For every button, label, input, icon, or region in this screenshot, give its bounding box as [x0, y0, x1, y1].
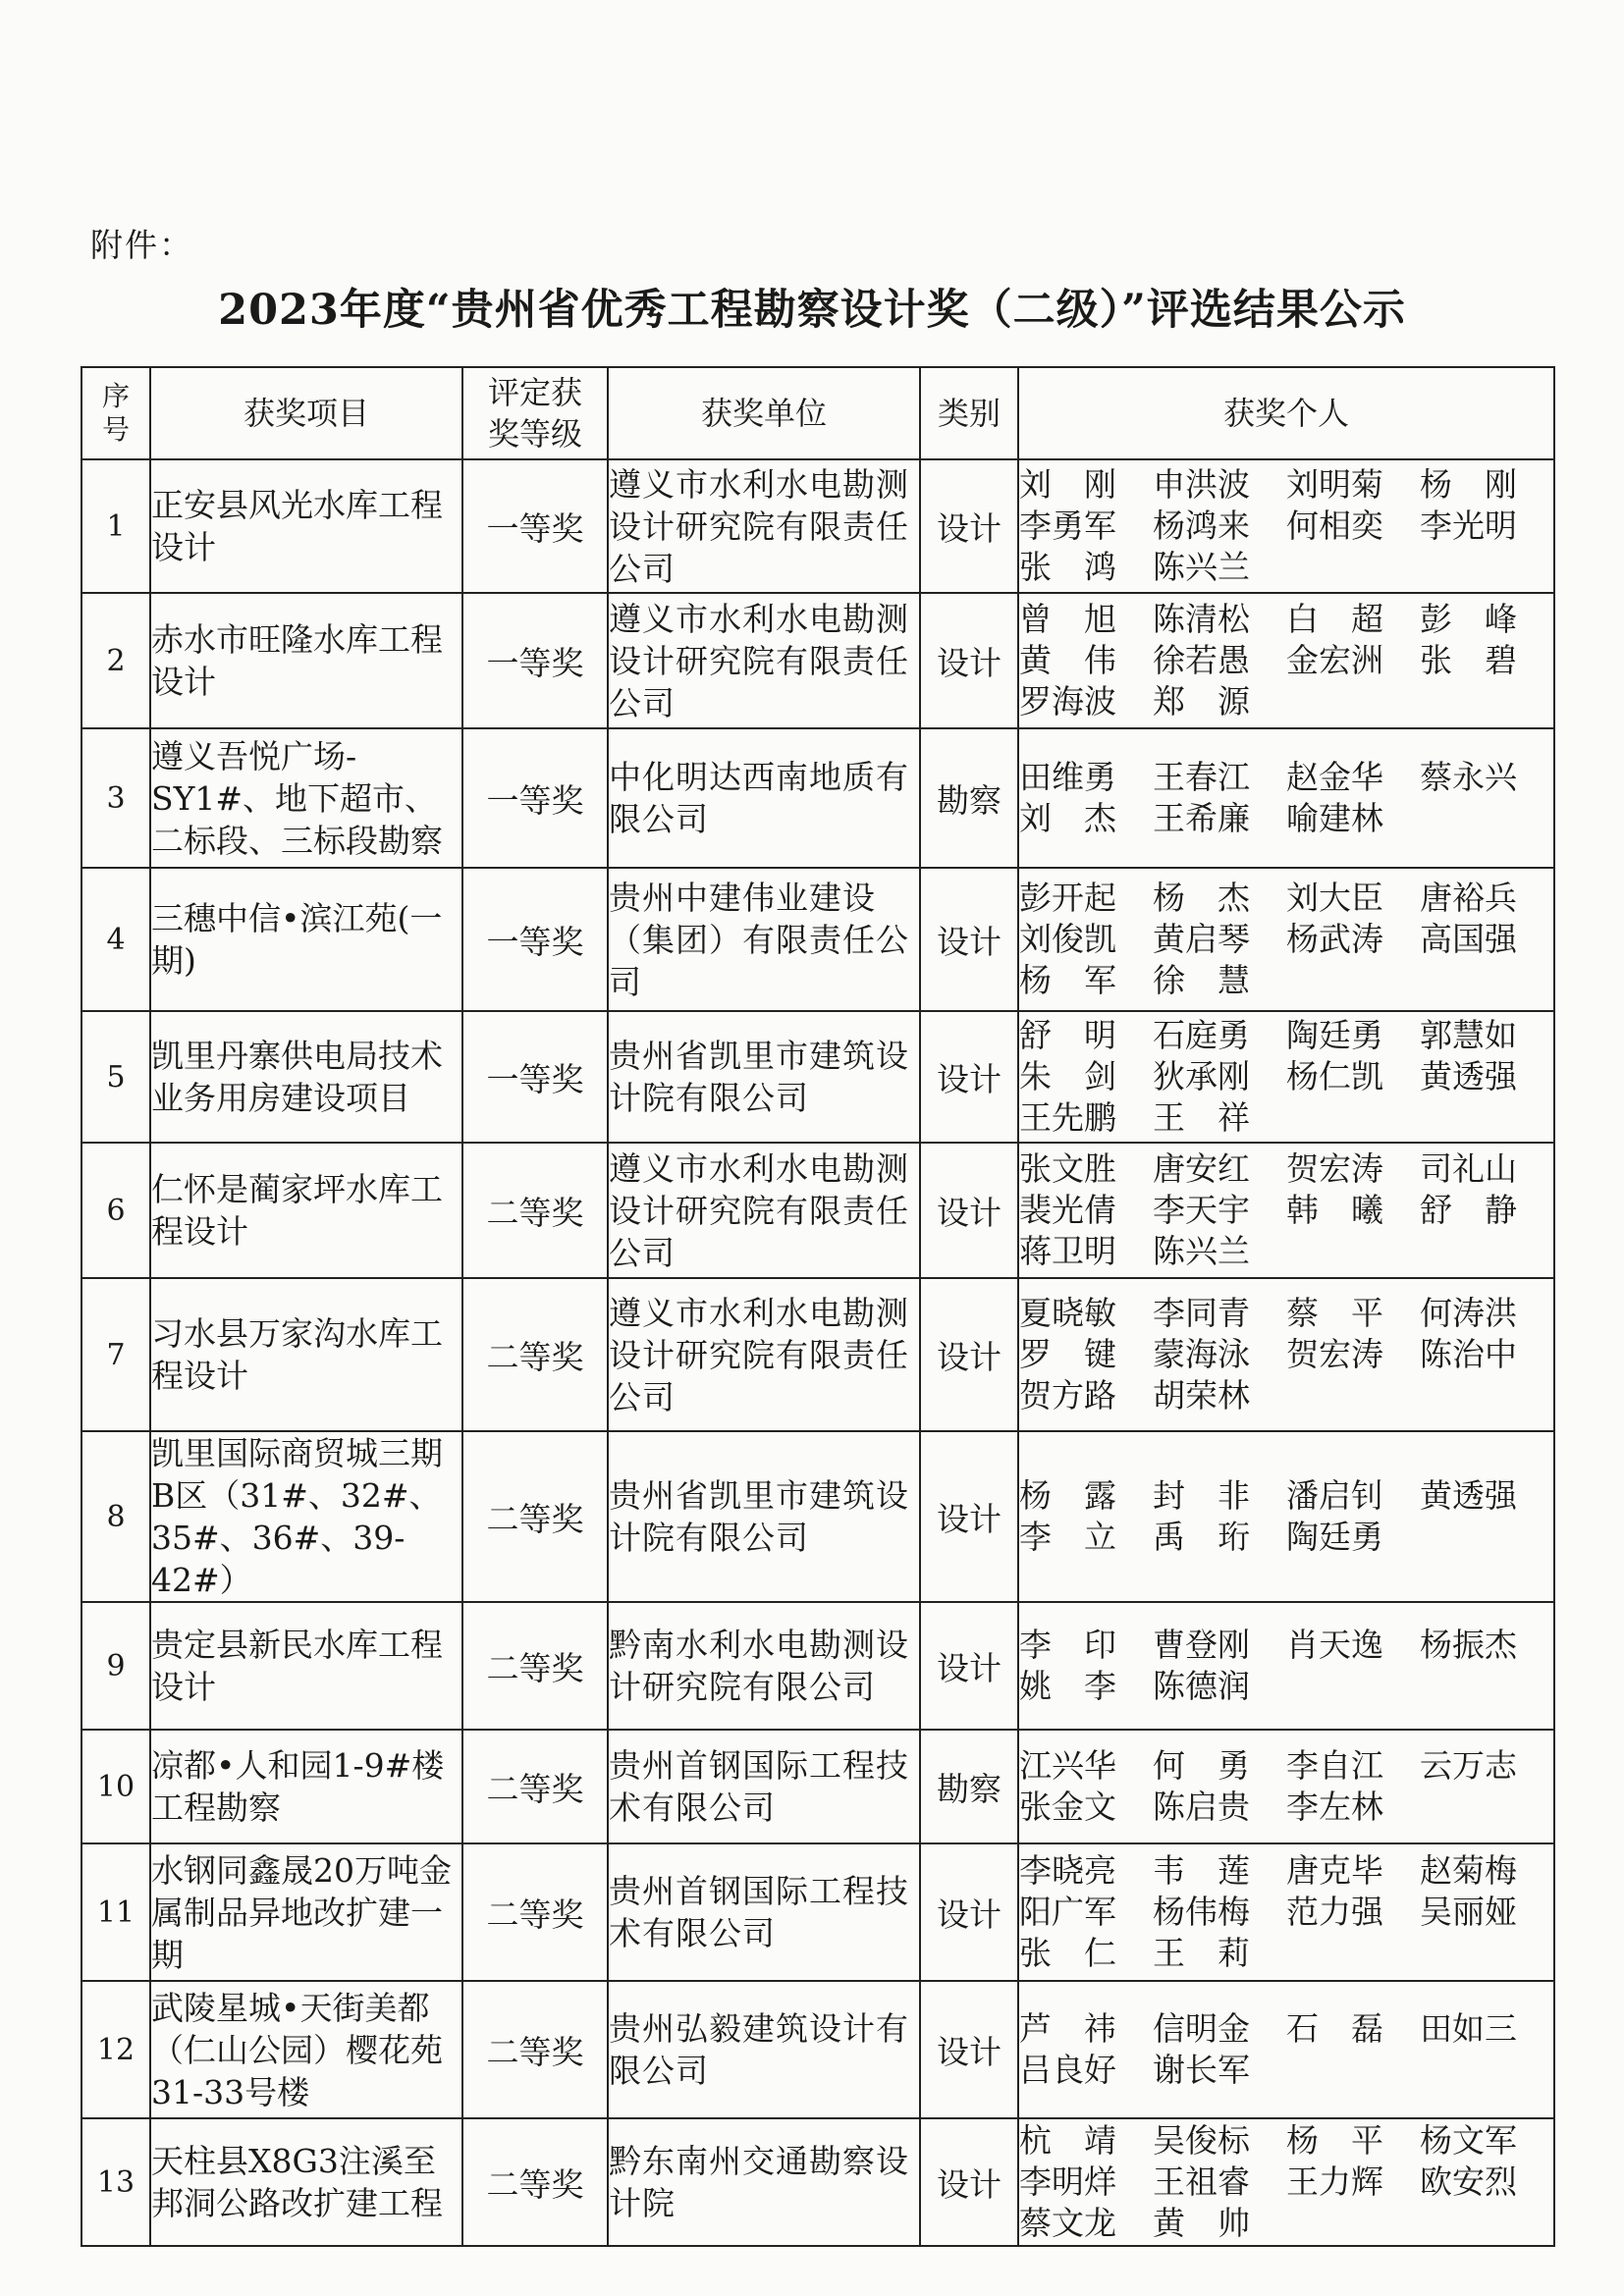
- row-index: 11: [81, 1843, 150, 1981]
- person-name: 芦 祎: [1019, 2009, 1116, 2048]
- person-name: 赵金华: [1286, 758, 1383, 796]
- person-name: 王希廉: [1153, 799, 1250, 837]
- person-name: 舒 明: [1019, 1016, 1116, 1054]
- person-name: 蔡永兴: [1420, 758, 1517, 796]
- person-name: 杨 军: [1019, 961, 1116, 999]
- person-name: 高国强: [1420, 920, 1517, 958]
- person-name: 金宏洲: [1286, 641, 1383, 679]
- person-name: 唐克毕: [1286, 1851, 1383, 1890]
- person-name: 欧安烈: [1420, 2163, 1517, 2201]
- person-name: 谢长军: [1153, 2051, 1250, 2089]
- award-people: [1018, 593, 1554, 728]
- person-name: 石庭勇: [1153, 1016, 1250, 1054]
- people-grid: [1019, 464, 1553, 588]
- col-header-people: 获奖个人: [1018, 367, 1554, 459]
- person-name: 王春江: [1153, 758, 1250, 796]
- col-header-project: 获奖项目: [150, 367, 462, 459]
- person-name: 李晓亮: [1019, 1851, 1116, 1890]
- award-category: 设计: [920, 1143, 1018, 1278]
- people-grid: [1019, 757, 1553, 839]
- person-name: 徐 慧: [1153, 961, 1250, 999]
- award-project: 习水县万家沟水库工程设计: [150, 1278, 462, 1431]
- award-unit: 贵州省凯里市建筑设计院有限公司: [608, 1431, 920, 1602]
- person-name: 郑 源: [1153, 682, 1250, 721]
- person-name: 唐安红: [1153, 1149, 1250, 1188]
- person-name: 王先鹏: [1019, 1098, 1116, 1137]
- person-name: 杨武涛: [1286, 920, 1383, 958]
- person-name: 刘大臣: [1286, 879, 1383, 917]
- table-row: [81, 1730, 1554, 1843]
- person-name: 罗海波: [1019, 682, 1116, 721]
- person-name: 王祖睿: [1153, 2163, 1250, 2201]
- person-name: 黄透强: [1420, 1057, 1517, 1095]
- person-name: 贺方路: [1019, 1376, 1116, 1415]
- person-name: 徐若愚: [1153, 641, 1250, 679]
- annex-label: 附件：: [90, 226, 193, 264]
- person-name: 杨伟梅: [1153, 1893, 1250, 1931]
- col-header-level: 评定获奖等级: [462, 367, 608, 459]
- person-name: 陈兴兰: [1153, 1232, 1250, 1270]
- person-name: 阳广军: [1019, 1893, 1116, 1931]
- person-name: 李 印: [1019, 1626, 1116, 1664]
- person-name: 陈德润: [1153, 1667, 1250, 1705]
- award-unit: 贵州首钢国际工程技术有限公司: [608, 1843, 920, 1981]
- award-category: 设计: [920, 459, 1018, 593]
- row-index: 2: [81, 593, 150, 728]
- award-level: 二等奖: [462, 1143, 608, 1278]
- person-name: 范力强: [1286, 1893, 1383, 1931]
- person-name: 刘俊凯: [1019, 920, 1116, 958]
- award-project: 武陵星城•天街美都（仁山公园）樱花苑31-33号楼: [150, 1981, 462, 2118]
- person-name: 吕良好: [1019, 2051, 1116, 2089]
- person-name: 彭开起: [1019, 879, 1116, 917]
- award-level: 一等奖: [462, 593, 608, 728]
- table-row: [81, 1981, 1554, 2118]
- person-name: 张 鸿: [1019, 548, 1116, 586]
- person-name: 彭 峰: [1420, 600, 1517, 638]
- row-index: 5: [81, 1011, 150, 1143]
- award-level: 二等奖: [462, 1981, 608, 2118]
- award-people: [1018, 1730, 1554, 1843]
- person-name: 李自江: [1286, 1746, 1383, 1785]
- people-grid: [1019, 1475, 1553, 1558]
- people-grid: [1019, 2120, 1553, 2244]
- award-level: 一等奖: [462, 728, 608, 868]
- person-name: 陈兴兰: [1153, 548, 1250, 586]
- award-level: 二等奖: [462, 2118, 608, 2246]
- award-unit: 遵义市水利水电勘测设计研究院有限责任公司: [608, 1278, 920, 1431]
- person-name: 陶廷勇: [1286, 1518, 1383, 1556]
- person-name: 王力辉: [1286, 2163, 1383, 2201]
- people-grid: [1019, 1148, 1553, 1272]
- award-unit: 贵州中建伟业建设（集团）有限责任公司: [608, 868, 920, 1011]
- person-name: 李明烊: [1019, 2163, 1116, 2201]
- person-name: 肖天逸: [1286, 1626, 1383, 1664]
- award-project: 凯里丹寨供电局技术业务用房建设项目: [150, 1011, 462, 1143]
- table-row: [81, 1011, 1554, 1143]
- people-grid: [1019, 2008, 1553, 2091]
- person-name: 陈启贵: [1153, 1788, 1250, 1826]
- award-people: [1018, 1843, 1554, 1981]
- table-row: [81, 1431, 1554, 1602]
- person-name: 江兴华: [1019, 1746, 1116, 1785]
- table-row: [81, 868, 1554, 1011]
- award-project: 天柱县X8G3注溪至邦洞公路改扩建工程: [150, 2118, 462, 2246]
- person-name: 张 仁: [1019, 1934, 1116, 1972]
- person-name: 黄启琴: [1153, 920, 1250, 958]
- person-name: 刘 刚: [1019, 465, 1116, 504]
- person-name: 张文胜: [1019, 1149, 1116, 1188]
- award-level: 一等奖: [462, 459, 608, 593]
- table-row: [81, 1143, 1554, 1278]
- award-unit: 中化明达西南地质有限公司: [608, 728, 920, 868]
- award-project: 遵义吾悦广场-SY1#、地下超市、二标段、三标段勘察: [150, 728, 462, 868]
- row-index: 13: [81, 2118, 150, 2246]
- people-grid: [1019, 599, 1553, 722]
- person-name: 李同青: [1153, 1294, 1250, 1332]
- person-name: 杨 平: [1286, 2121, 1383, 2160]
- person-name: 何相奕: [1286, 507, 1383, 545]
- person-name: 胡荣林: [1153, 1376, 1250, 1415]
- person-name: 李 立: [1019, 1518, 1116, 1556]
- award-people: [1018, 1011, 1554, 1143]
- page-title: 2023年度“贵州省优秀工程勘察设计奖（二级）”评选结果公示: [218, 286, 1406, 335]
- award-level: 二等奖: [462, 1843, 608, 1981]
- person-name: 刘 杰: [1019, 799, 1116, 837]
- person-name: 信明金: [1153, 2009, 1250, 2048]
- award-unit: 遵义市水利水电勘测设计研究院有限责任公司: [608, 1143, 920, 1278]
- award-people: [1018, 1981, 1554, 2118]
- person-name: 田维勇: [1019, 758, 1116, 796]
- table-row: [81, 459, 1554, 593]
- person-name: 夏晓敏: [1019, 1294, 1116, 1332]
- row-index: 8: [81, 1431, 150, 1602]
- person-name: 舒 静: [1420, 1191, 1517, 1229]
- award-level: 二等奖: [462, 1431, 608, 1602]
- col-header-category: 类别: [920, 367, 1018, 459]
- person-name: 司礼山: [1420, 1149, 1517, 1188]
- person-name: 杭 靖: [1019, 2121, 1116, 2160]
- person-name: 黄透强: [1420, 1476, 1517, 1515]
- person-name: 吴俊标: [1153, 2121, 1250, 2160]
- person-name: 郭慧如: [1420, 1016, 1517, 1054]
- award-category: 设计: [920, 1843, 1018, 1981]
- person-name: 杨仁凯: [1286, 1057, 1383, 1095]
- person-name: 陈清松: [1153, 600, 1250, 638]
- award-category: 设计: [920, 1278, 1018, 1431]
- award-category: 设计: [920, 1981, 1018, 2118]
- person-name: 陈治中: [1420, 1335, 1517, 1373]
- person-name: 封 非: [1153, 1476, 1250, 1515]
- award-project: 三穗中信•滨江苑(一期): [150, 868, 462, 1011]
- person-name: 狄承刚: [1153, 1057, 1250, 1095]
- person-name: 姚 李: [1019, 1667, 1116, 1705]
- person-name: 杨 杰: [1153, 879, 1250, 917]
- person-name: 吴丽娅: [1420, 1893, 1517, 1931]
- award-project: 水钢同鑫晟20万吨金属制品异地改扩建一期: [150, 1843, 462, 1981]
- row-index: 12: [81, 1981, 150, 2118]
- row-index: 10: [81, 1730, 150, 1843]
- table-body: [81, 459, 1554, 2246]
- award-category: 设计: [920, 1011, 1018, 1143]
- award-unit: 贵州弘毅建筑设计有限公司: [608, 1981, 920, 2118]
- person-name: 何涛洪: [1420, 1294, 1517, 1332]
- person-name: 杨振杰: [1420, 1626, 1517, 1664]
- person-name: 杨文军: [1420, 2121, 1517, 2160]
- table-row: [81, 728, 1554, 868]
- award-category: 设计: [920, 1431, 1018, 1602]
- people-grid: [1019, 1625, 1553, 1707]
- award-level: 二等奖: [462, 1278, 608, 1431]
- person-name: 王 莉: [1153, 1934, 1250, 1972]
- col-header-unit: 获奖单位: [608, 367, 920, 459]
- award-people: [1018, 1431, 1554, 1602]
- row-index: 4: [81, 868, 150, 1011]
- award-level: 二等奖: [462, 1730, 608, 1843]
- person-name: 李天宇: [1153, 1191, 1250, 1229]
- award-project: 凯里国际商贸城三期B区（31#、32#、35#、36#、39-42#）: [150, 1431, 462, 1602]
- person-name: 蒋卫明: [1019, 1232, 1116, 1270]
- person-name: 陶廷勇: [1286, 1016, 1383, 1054]
- table-row: [81, 1843, 1554, 1981]
- person-name: 罗 键: [1019, 1335, 1116, 1373]
- award-project: 仁怀是蔺家坪水库工程设计: [150, 1143, 462, 1278]
- award-people: [1018, 1278, 1554, 1431]
- person-name: 蔡文龙: [1019, 2204, 1116, 2242]
- person-name: 田如三: [1420, 2009, 1517, 2048]
- person-name: 云万志: [1420, 1746, 1517, 1785]
- award-category: 设计: [920, 593, 1018, 728]
- col-header-index: 序号: [81, 367, 150, 459]
- table-row: [81, 2118, 1554, 2246]
- person-name: 贺宏涛: [1286, 1335, 1383, 1373]
- person-name: 张 碧: [1420, 641, 1517, 679]
- person-name: 蒙海泳: [1153, 1335, 1250, 1373]
- award-people: [1018, 868, 1554, 1011]
- row-index: 1: [81, 459, 150, 593]
- person-name: 杨鸿来: [1153, 507, 1250, 545]
- award-category: 设计: [920, 1602, 1018, 1730]
- person-name: 杨 刚: [1420, 465, 1517, 504]
- person-name: 李勇军: [1019, 507, 1116, 545]
- people-grid: [1019, 878, 1553, 1001]
- award-level: 二等奖: [462, 1602, 608, 1730]
- award-project: 赤水市旺隆水库工程设计: [150, 593, 462, 728]
- award-project: 贵定县新民水库工程设计: [150, 1602, 462, 1730]
- award-project: 正安县风光水库工程设计: [150, 459, 462, 593]
- table-header-row: [81, 367, 1554, 459]
- award-unit: 遵义市水利水电勘测设计研究院有限责任公司: [608, 593, 920, 728]
- people-grid: [1019, 1745, 1553, 1828]
- person-name: 贺宏涛: [1286, 1149, 1383, 1188]
- person-name: 韦 莲: [1153, 1851, 1250, 1890]
- person-name: 李左林: [1286, 1788, 1383, 1826]
- award-unit: 贵州首钢国际工程技术有限公司: [608, 1730, 920, 1843]
- person-name: 白 超: [1286, 600, 1383, 638]
- row-index: 6: [81, 1143, 150, 1278]
- person-name: 杨 露: [1019, 1476, 1116, 1515]
- table-row: [81, 1602, 1554, 1730]
- table-row: [81, 593, 1554, 728]
- award-unit: 黔南水利水电勘测设计研究院有限公司: [608, 1602, 920, 1730]
- person-name: 何 勇: [1153, 1746, 1250, 1785]
- person-name: 石 磊: [1286, 2009, 1383, 2048]
- person-name: 禹 珩: [1153, 1518, 1250, 1556]
- people-grid: [1019, 1293, 1553, 1416]
- award-category: 设计: [920, 2118, 1018, 2246]
- person-name: 曹登刚: [1153, 1626, 1250, 1664]
- award-category: 勘察: [920, 728, 1018, 868]
- person-name: 张金文: [1019, 1788, 1116, 1826]
- award-project: 凉都•人和园1-9#楼工程勘察: [150, 1730, 462, 1843]
- person-name: 唐裕兵: [1420, 879, 1517, 917]
- award-category: 设计: [920, 868, 1018, 1011]
- award-people: [1018, 459, 1554, 593]
- person-name: 韩 曦: [1286, 1191, 1383, 1229]
- person-name: 黄 帅: [1153, 2204, 1250, 2242]
- award-level: 一等奖: [462, 868, 608, 1011]
- award-people: [1018, 2118, 1554, 2246]
- person-name: 朱 剑: [1019, 1057, 1116, 1095]
- person-name: 黄 伟: [1019, 641, 1116, 679]
- award-level: 一等奖: [462, 1011, 608, 1143]
- person-name: 李光明: [1420, 507, 1517, 545]
- row-index: 9: [81, 1602, 150, 1730]
- results-table: [81, 366, 1555, 2247]
- award-people: [1018, 728, 1554, 868]
- award-people: [1018, 1143, 1554, 1278]
- person-name: 喻建林: [1286, 799, 1383, 837]
- person-name: 曾 旭: [1019, 600, 1116, 638]
- person-name: 申洪波: [1153, 465, 1250, 504]
- award-unit: 贵州省凯里市建筑设计院有限公司: [608, 1011, 920, 1143]
- person-name: 刘明菊: [1286, 465, 1383, 504]
- table-row: [81, 1278, 1554, 1431]
- people-grid: [1019, 1015, 1553, 1139]
- person-name: 赵菊梅: [1420, 1851, 1517, 1890]
- award-people: [1018, 1602, 1554, 1730]
- people-grid: [1019, 1850, 1553, 1974]
- award-category: 勘察: [920, 1730, 1018, 1843]
- row-index: 7: [81, 1278, 150, 1431]
- row-index: 3: [81, 728, 150, 868]
- person-name: 王 祥: [1153, 1098, 1250, 1137]
- award-unit: 遵义市水利水电勘测设计研究院有限责任公司: [608, 459, 920, 593]
- person-name: 潘启钊: [1286, 1476, 1383, 1515]
- award-unit: 黔东南州交通勘察设计院: [608, 2118, 920, 2246]
- person-name: 蔡 平: [1286, 1294, 1383, 1332]
- person-name: 裴光倩: [1019, 1191, 1116, 1229]
